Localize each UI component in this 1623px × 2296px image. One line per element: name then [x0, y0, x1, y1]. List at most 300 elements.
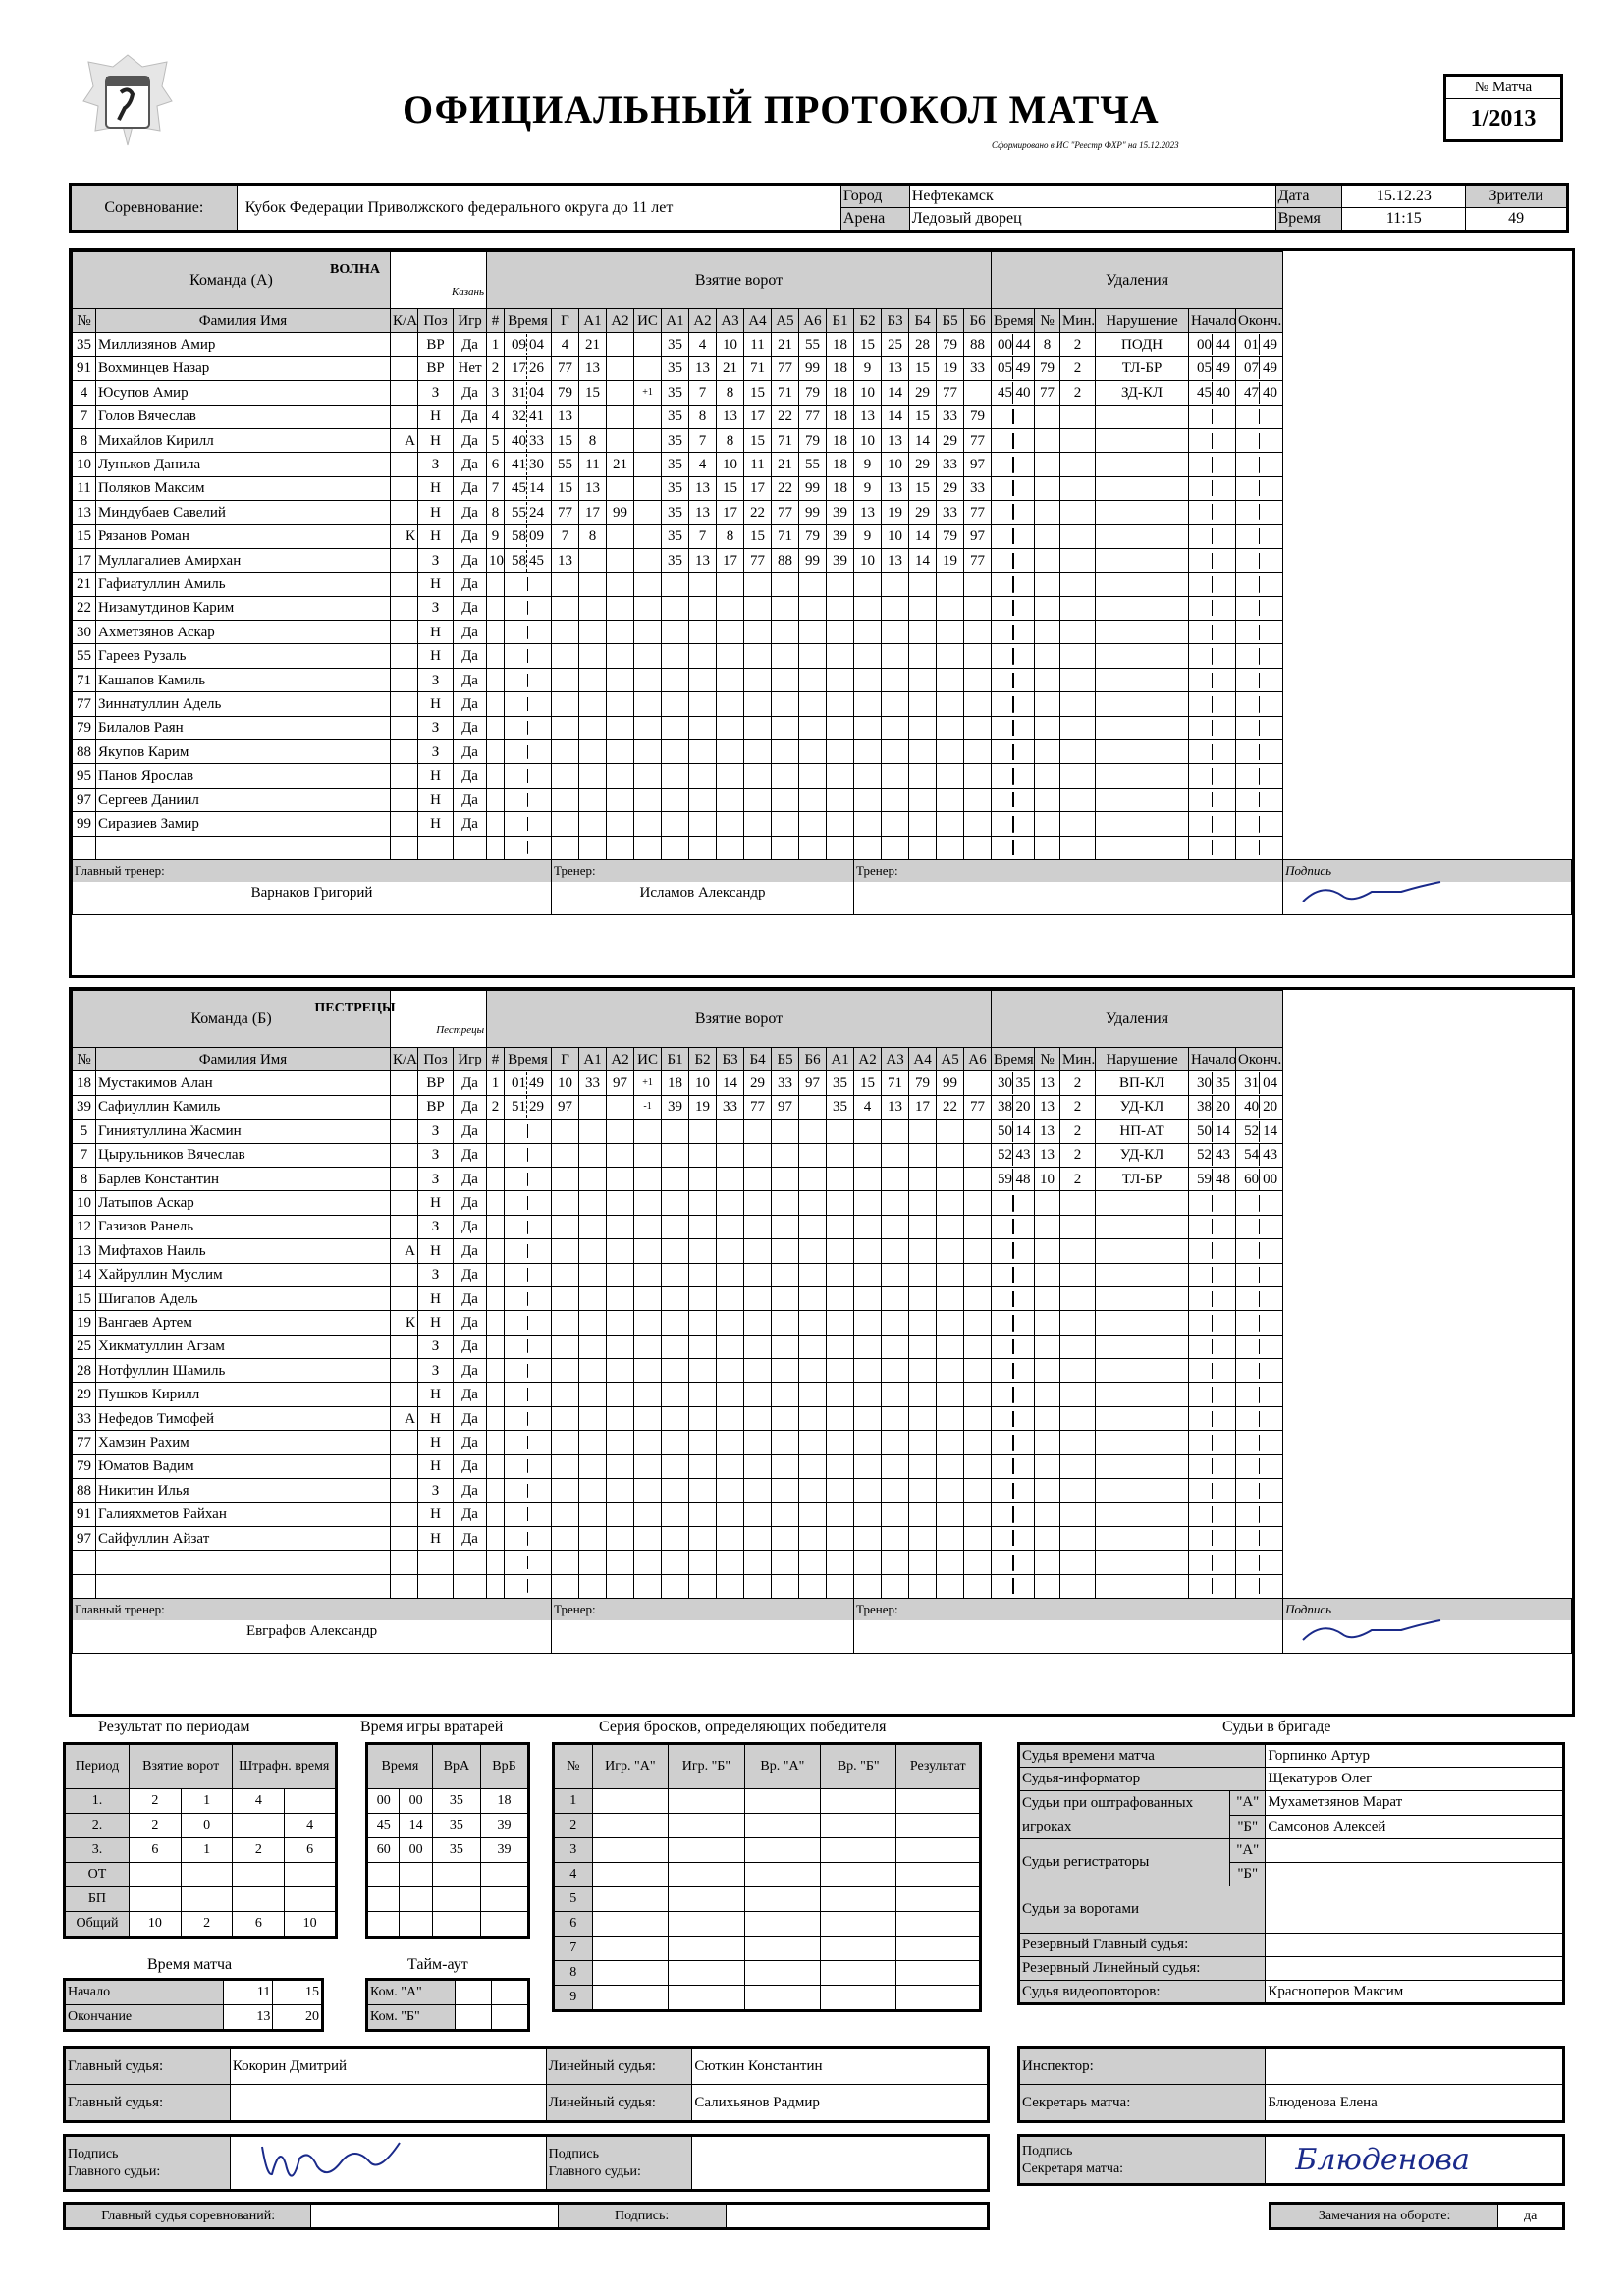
goal-cell — [799, 1359, 827, 1383]
penalty-cell — [1236, 668, 1283, 691]
goal-min: 58 — [505, 550, 527, 572]
goal-cell — [744, 812, 772, 836]
goal-cell — [772, 621, 799, 644]
goal-cell — [505, 1383, 552, 1406]
goal-cell: 88 — [772, 548, 799, 572]
goal-cell: 29 — [937, 476, 964, 500]
player-plays: Да — [454, 692, 487, 716]
goal-cell — [854, 621, 882, 644]
period-name: Общий — [65, 1912, 130, 1938]
goal-cell: 9 — [854, 524, 882, 548]
penalty-cell — [1035, 788, 1060, 811]
goal-cell: 77 — [772, 356, 799, 380]
penalty-cell — [992, 1143, 1035, 1167]
goal-cell — [909, 1167, 937, 1190]
coach-cell — [552, 859, 854, 914]
goal-cell — [505, 1406, 552, 1430]
coach-label: Тренер: — [552, 860, 853, 882]
goal-cell — [689, 1526, 717, 1550]
penalty-b-name: Самсонов Алексей — [1266, 1815, 1564, 1839]
penalty-cell — [1060, 1311, 1096, 1335]
penalties-section-header: Удаления — [992, 252, 1283, 309]
shootout-number: 8 — [554, 1961, 593, 1986]
goal-cell: 79 — [799, 428, 827, 452]
player-name: Юсупов Амир — [96, 381, 391, 405]
penalty-cell — [1189, 1215, 1236, 1238]
goal-cell — [689, 1479, 717, 1503]
goal-cell — [964, 764, 992, 788]
goals-section-header: Взятие ворот — [487, 991, 992, 1048]
goal-cell — [909, 1335, 937, 1358]
period-value: 4 — [233, 1789, 285, 1814]
goal-cell — [882, 1286, 909, 1310]
goal-cell — [937, 1286, 964, 1310]
shootout-cell — [592, 1838, 669, 1863]
goal-cell — [505, 428, 552, 452]
goal-cell — [799, 1335, 827, 1358]
penalty-cell — [1189, 1167, 1236, 1190]
penalty-cell — [1189, 573, 1236, 596]
notes-value: да — [1498, 2204, 1564, 2229]
penalty-cell — [1035, 836, 1060, 859]
goal-cell: 35 — [662, 548, 689, 572]
penalty-cell: 2 — [1060, 381, 1096, 405]
goal-cell — [579, 573, 607, 596]
goal-cell — [487, 1551, 505, 1574]
goal-cell: 18 — [827, 405, 854, 428]
player-name: Газизов Ранель — [96, 1215, 391, 1238]
goal-cell: 7 — [552, 524, 579, 548]
goal-cell — [717, 812, 744, 836]
coach-signature-stroke — [1303, 882, 1440, 902]
player-number: 88 — [73, 740, 96, 764]
penalty-cell — [992, 1359, 1035, 1383]
penalty-cell — [1189, 668, 1236, 691]
goal-cell — [634, 812, 662, 836]
goal-cell — [854, 1479, 882, 1503]
player-plays: Да — [454, 524, 487, 548]
team-b-label: Команда (Б) — [73, 991, 391, 1048]
goal-col-header: А1 — [827, 1048, 854, 1071]
goal-cell — [689, 812, 717, 836]
penalty-cell — [1060, 1479, 1096, 1503]
date-label: Дата — [1275, 185, 1342, 208]
penalty-cell — [1035, 1286, 1060, 1310]
goal-cell — [744, 1551, 772, 1574]
goal-cell: 21 — [607, 453, 634, 476]
goal-cell — [882, 716, 909, 739]
goal-cell — [937, 1215, 964, 1238]
goal-cell — [854, 788, 882, 811]
table-row — [65, 1887, 337, 1912]
player-position: ВР — [418, 356, 454, 380]
goal-cell — [854, 836, 882, 859]
penalty-cell — [992, 1383, 1035, 1406]
penalty-cell — [992, 453, 1035, 476]
player-position: З — [418, 381, 454, 405]
table-row — [367, 1887, 529, 1912]
penalty-cell — [1096, 1335, 1189, 1358]
goal-cell — [717, 1574, 744, 1598]
penalty-clock-min: 54 — [1238, 1144, 1260, 1166]
goal-cell — [634, 644, 662, 668]
table-row — [554, 1912, 981, 1937]
penalty-cell — [1035, 524, 1060, 548]
goal-cell — [634, 621, 662, 644]
penalty-cell — [992, 1335, 1035, 1358]
penalty-cell — [1189, 501, 1236, 524]
goal-cell — [662, 1359, 689, 1383]
goal-cell — [744, 1215, 772, 1238]
goal-cell — [854, 740, 882, 764]
penalty-cell — [1060, 692, 1096, 716]
penalty-cell — [1096, 501, 1189, 524]
goal-cell: 18 — [827, 356, 854, 380]
goal-cell — [882, 644, 909, 668]
goal-col-header: Г — [552, 309, 579, 333]
penalty-clock-min: 40 — [1238, 1096, 1260, 1118]
goal-cell — [552, 1406, 579, 1430]
goal-cell — [634, 764, 662, 788]
goal-cell — [552, 764, 579, 788]
player-plays: Да — [454, 1526, 487, 1550]
player-role — [391, 501, 418, 524]
goal-cell: 97 — [552, 1095, 579, 1119]
player-plays — [454, 836, 487, 859]
penalty-col-header: № — [1035, 309, 1060, 333]
goal-cell — [662, 1143, 689, 1167]
shootout-cell — [896, 1887, 981, 1912]
goal-cell — [854, 1454, 882, 1478]
goal-cell — [882, 812, 909, 836]
goal-cell — [854, 644, 882, 668]
goal-cell: 79 — [799, 524, 827, 548]
goal-cell — [827, 1239, 854, 1263]
goal-cell — [607, 764, 634, 788]
spectators-value: 49 — [1466, 208, 1568, 232]
player-role — [391, 1479, 418, 1503]
goal-cell — [882, 692, 909, 716]
goal-cell — [505, 1191, 552, 1215]
signature-cell — [1283, 859, 1572, 914]
goal-min: 45 — [505, 477, 527, 499]
registrar-a-tag: "А" — [1230, 1839, 1266, 1863]
player-name: Хикматуллин Агзам — [96, 1335, 391, 1358]
period-name: БП — [65, 1887, 130, 1912]
goal-cell — [717, 1479, 744, 1503]
table-row — [73, 501, 1572, 524]
goal-cell — [487, 788, 505, 811]
goal-cell: 4 — [854, 1095, 882, 1119]
shootout-cell — [592, 1814, 669, 1838]
goal-cell — [607, 476, 634, 500]
goal-cell: 15 — [744, 524, 772, 548]
penalty-cell — [1035, 1383, 1060, 1406]
goal-cell: 10 — [854, 381, 882, 405]
penalty-cell — [1236, 1406, 1283, 1430]
goal-cell — [689, 1215, 717, 1238]
penalty-cell — [992, 1406, 1035, 1430]
goal-cell: 13 — [689, 356, 717, 380]
goal-cell — [772, 1526, 799, 1550]
goal-cell — [799, 836, 827, 859]
goal-cell: 1 — [487, 333, 505, 356]
goal-cell — [827, 764, 854, 788]
player-role — [391, 1359, 418, 1383]
penalty-cell — [1096, 476, 1189, 500]
period-value — [129, 1887, 181, 1912]
penalty-cell: 2 — [1060, 356, 1096, 380]
table-row — [73, 644, 1572, 668]
goalie-time-cell — [400, 1887, 432, 1912]
penalty-cell — [992, 1120, 1035, 1143]
penalty-cell: 79 — [1035, 356, 1060, 380]
goal-cell: 9 — [854, 356, 882, 380]
goal-cell: 79 — [552, 381, 579, 405]
penalty-cell — [1060, 788, 1096, 811]
goal-cell: 77 — [552, 356, 579, 380]
penalty-cell — [1189, 405, 1236, 428]
goal-cell — [717, 1454, 744, 1478]
player-name: Низамутдинов Карим — [96, 596, 391, 620]
goal-cell: 97 — [772, 1095, 799, 1119]
goal-cell: 99 — [799, 356, 827, 380]
shootout-cell — [592, 1961, 669, 1986]
player-name: Барлев Константин — [96, 1167, 391, 1190]
goal-cell — [799, 812, 827, 836]
goal-cell: 21 — [772, 453, 799, 476]
penalty-cell — [1035, 453, 1060, 476]
goal-cell — [772, 668, 799, 691]
penalty-clock-sec: 35 — [1216, 1075, 1231, 1092]
goalie-time-cell: 00 — [400, 1789, 432, 1814]
penalty-cell — [1096, 1239, 1189, 1263]
match-time-title: Время матча — [147, 1956, 233, 1973]
goal-cell — [827, 740, 854, 764]
goal-cell — [505, 788, 552, 811]
goal-cell — [505, 381, 552, 405]
goal-cell: 35 — [662, 333, 689, 356]
goal-min: 09 — [505, 334, 527, 355]
goal-cell — [909, 644, 937, 668]
goal-cell — [827, 716, 854, 739]
goal-cell — [662, 812, 689, 836]
goal-cell — [799, 1479, 827, 1503]
penalty-cell — [1189, 428, 1236, 452]
player-name: Якупов Карим — [96, 740, 391, 764]
table-row — [367, 1838, 529, 1863]
goal-cell — [827, 1120, 854, 1143]
goal-cell: 7 — [487, 476, 505, 500]
goal-cell: 13 — [882, 476, 909, 500]
penalty-cell — [1236, 1215, 1283, 1238]
period-value — [129, 1863, 181, 1887]
goal-sec: 14 — [529, 480, 545, 497]
goal-cell — [937, 1383, 964, 1406]
goal-cell — [937, 621, 964, 644]
goal-cell — [607, 692, 634, 716]
goal-cell — [909, 1359, 937, 1383]
goal-cell: 14 — [882, 381, 909, 405]
penalty-cell — [1096, 668, 1189, 691]
coach2-cell — [854, 1598, 1283, 1653]
goal-cell — [607, 716, 634, 739]
table-row — [367, 1789, 529, 1814]
goal-cell — [689, 1551, 717, 1574]
goal-cell — [744, 1311, 772, 1335]
goal-cell — [909, 1479, 937, 1503]
goal-cell — [744, 1263, 772, 1286]
penalty-cell — [1189, 1551, 1236, 1574]
goal-cell — [827, 1143, 854, 1167]
goal-cell: 97 — [799, 1071, 827, 1095]
goal-cell: 8 — [717, 428, 744, 452]
goal-cell — [744, 1383, 772, 1406]
team-b-block — [69, 987, 1575, 1717]
penalty-cell — [1189, 1479, 1236, 1503]
penalty-cell — [992, 1454, 1035, 1478]
goal-cell — [505, 356, 552, 380]
goal-cell — [964, 573, 992, 596]
goal-cell — [964, 1551, 992, 1574]
goal-cell — [607, 1263, 634, 1286]
player-plays: Да — [454, 1311, 487, 1335]
player-number: 19 — [73, 1311, 96, 1335]
table-row — [73, 1574, 1572, 1598]
goal-cell — [505, 476, 552, 500]
penalty-clock-min: 52 — [1238, 1121, 1260, 1142]
penalty-cell — [1189, 548, 1236, 572]
goal-cell — [909, 1383, 937, 1406]
penalty-cell — [1189, 381, 1236, 405]
shootout-cell — [592, 1863, 669, 1887]
goal-cell — [634, 668, 662, 691]
goal-cell — [882, 836, 909, 859]
penalty-cell — [1096, 812, 1189, 836]
penalty-cell — [1236, 1263, 1283, 1286]
penalty-cell — [1060, 501, 1096, 524]
goal-cell: 71 — [744, 356, 772, 380]
player-role — [391, 1143, 418, 1167]
goal-cell — [505, 1335, 552, 1358]
penalty-cell — [1060, 668, 1096, 691]
goal-cell — [854, 1167, 882, 1190]
goal-cell — [909, 1431, 937, 1454]
penalty-col-header: Штрафн. время — [233, 1744, 337, 1789]
period-value — [233, 1887, 285, 1912]
goal-cell: 18 — [827, 381, 854, 405]
goal-cell — [689, 1335, 717, 1358]
informer-name: Щекатуров Олег — [1266, 1768, 1564, 1791]
player-name: Шигапов Адель — [96, 1286, 391, 1310]
goal-cell — [744, 836, 772, 859]
penalty-cell — [1189, 1526, 1236, 1550]
goals-col-header: Взятие ворот — [129, 1744, 233, 1789]
goal-cell — [799, 788, 827, 811]
goal-cell — [505, 1215, 552, 1238]
goal-cell: 77 — [964, 548, 992, 572]
goal-cell — [607, 1454, 634, 1478]
head-coach-cell — [73, 1598, 552, 1653]
player-plays: Да — [454, 1143, 487, 1167]
goal-cell — [689, 716, 717, 739]
player-role: А — [391, 1406, 418, 1430]
player-position: ВР — [418, 333, 454, 356]
table-row — [73, 788, 1572, 811]
penalty-cell — [1035, 1503, 1060, 1526]
penalty-cell: 8 — [1035, 333, 1060, 356]
player-position — [418, 1551, 454, 1574]
goal-cell — [689, 836, 717, 859]
player-role — [391, 1191, 418, 1215]
goal-cell — [607, 788, 634, 811]
competition-info — [69, 183, 1569, 233]
goal-cell — [827, 788, 854, 811]
goal-cell — [964, 1454, 992, 1478]
shootout-cell — [896, 1961, 981, 1986]
secretary-signature: Блюденова — [1266, 2136, 1564, 2185]
goal-cell — [662, 788, 689, 811]
player-name: Билалов Раян — [96, 716, 391, 739]
team-city: Казань — [451, 285, 485, 298]
penalty-clock-min: 50 — [1191, 1121, 1213, 1142]
penalty-cell — [992, 1263, 1035, 1286]
goal-col-header: А1 — [579, 309, 607, 333]
penalty-cell — [1236, 1335, 1283, 1358]
penalty-clock-min: 38 — [1191, 1096, 1213, 1118]
goal-cell: 33 — [937, 405, 964, 428]
goal-cell — [717, 740, 744, 764]
goal-cell — [634, 333, 662, 356]
player-plays: Да — [454, 1454, 487, 1478]
goal-cell — [487, 1263, 505, 1286]
penalty-cell — [1189, 1143, 1236, 1167]
goal-cell — [964, 1503, 992, 1526]
goal-cell — [827, 1526, 854, 1550]
goal-cell — [607, 1574, 634, 1598]
goal-cell — [634, 740, 662, 764]
goal-cell — [854, 1191, 882, 1215]
player-number: 22 — [73, 596, 96, 620]
goal-cell — [799, 740, 827, 764]
goal-cell — [662, 1286, 689, 1310]
player-role: А — [391, 1239, 418, 1263]
goal-cell — [964, 596, 992, 620]
goal-cell — [909, 1503, 937, 1526]
penalty-cell — [1035, 1191, 1060, 1215]
player-name — [96, 836, 391, 859]
player-position: З — [418, 453, 454, 476]
table-row — [73, 668, 1572, 691]
player-plays: Да — [454, 740, 487, 764]
goal-cell — [909, 764, 937, 788]
goal-cell — [689, 1454, 717, 1478]
goal-cell — [772, 1311, 799, 1335]
goalie-time-cell: 60 — [367, 1838, 400, 1863]
goal-cell — [909, 1239, 937, 1263]
goal-cell — [662, 836, 689, 859]
penalty-clock-sec: 44 — [1216, 337, 1231, 354]
goal-cell — [937, 1120, 964, 1143]
goal-cell — [505, 1526, 552, 1550]
goal-col-header: ИС — [634, 1048, 662, 1071]
goal-cell — [634, 1383, 662, 1406]
player-position — [418, 1574, 454, 1598]
goal-cell — [662, 1503, 689, 1526]
goal-cell — [505, 453, 552, 476]
goal-cell — [744, 1359, 772, 1383]
arena-label: Арена — [840, 208, 909, 232]
